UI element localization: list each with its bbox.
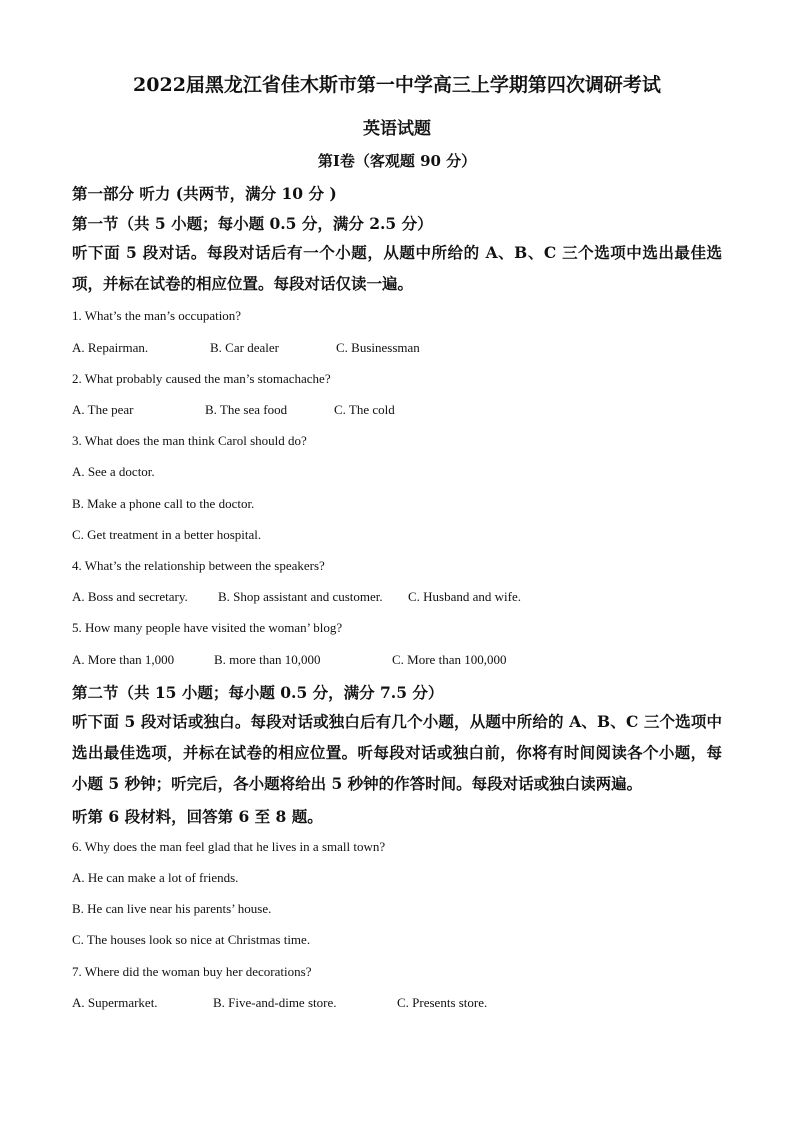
option-b: B. Shop assistant and customer. [218, 589, 383, 604]
volume-heading: 第I卷（客观题 90 分） [317, 152, 477, 170]
option-c: C. Get treatment in a better hospital. [72, 527, 262, 542]
part-heading: 第一部分 听力 (共两节，满分 10 分 ) [72, 184, 337, 203]
option-b: B. more than 10,000 [214, 652, 321, 667]
section1-instructions: 听下面 5 段对话。每段对话后有一个小题，从题中所给的 A、B、C 三个选项中选出最佳选项，并标在试卷的相应位置。每段对话仅读一遍。 [72, 243, 722, 293]
section2-heading: 第二节（共 15 小题；每小题 0.5 分，满分 7.5 分） [72, 683, 444, 702]
material-heading: 听第 6 段材料，回答第 6 至 8 题。 [72, 807, 323, 826]
option-a: A. The pear [72, 402, 134, 417]
option-c: C. Businessman [336, 340, 420, 355]
option-b: B. He can live near his parents’ house. [72, 901, 272, 916]
section1-heading: 第一节（共 5 小题；每小题 0.5 分，满分 2.5 分） [72, 214, 433, 233]
section2-instructions: 听下面 5 段对话或独白。每段对话或独白后有几个小题，从题中所给的 A、B、C 三个选项中选出最佳选项，并标在试卷的相应位置。听每段对话或独白前，你将有时间阅读各个小题，每小题 5 秒钟；听完后，各小题将给出 5 秒钟的作答时间。每段对话或独白读两遍。 [72, 712, 722, 793]
option-b: B. Five-and-dime store. [213, 995, 337, 1010]
option-a: A. He can make a lot of friends. [72, 870, 239, 885]
option-c: C. The houses look so nice at Christmas time. [72, 932, 311, 947]
option-b: B. Make a phone call to the doctor. [72, 496, 255, 511]
option-a: A. Repairman. [72, 340, 149, 355]
option-c: C. Presents store. [397, 995, 488, 1010]
question-stem: 4. What’s the relationship between the speakers? [72, 558, 325, 573]
exam-subtitle: 英语试题 [363, 119, 431, 139]
option-b: B. Car dealer [210, 340, 279, 355]
exam-title: 2022届黑龙江省佳木斯市第一中学高三上学期第四次调研考试 [133, 74, 661, 96]
question-stem: 2. What probably caused the man’s stomachache? [72, 371, 331, 386]
question-stem: 6. Why does the man feel glad that he lives in a small town? [72, 839, 386, 854]
option-a: A. Supermarket. [72, 995, 158, 1010]
question-stem: 5. How many people have visited the woman’ blog? [72, 620, 343, 635]
option-a: A. More than 1,000 [72, 652, 175, 667]
question-stem: 1. What’s the man’s occupation? [72, 308, 242, 323]
question-stem: 7. Where did the woman buy her decorations? [72, 964, 312, 979]
option-b: B. The sea food [205, 402, 288, 417]
option-c: C. The cold [334, 402, 395, 417]
question-stem: 3. What does the man think Carol should do? [72, 433, 307, 448]
option-a: A. Boss and secretary. [72, 589, 188, 604]
option-c: C. Husband and wife. [408, 589, 522, 604]
option-a: A. See a doctor. [72, 464, 155, 479]
option-c: C. More than 100,000 [392, 652, 507, 667]
